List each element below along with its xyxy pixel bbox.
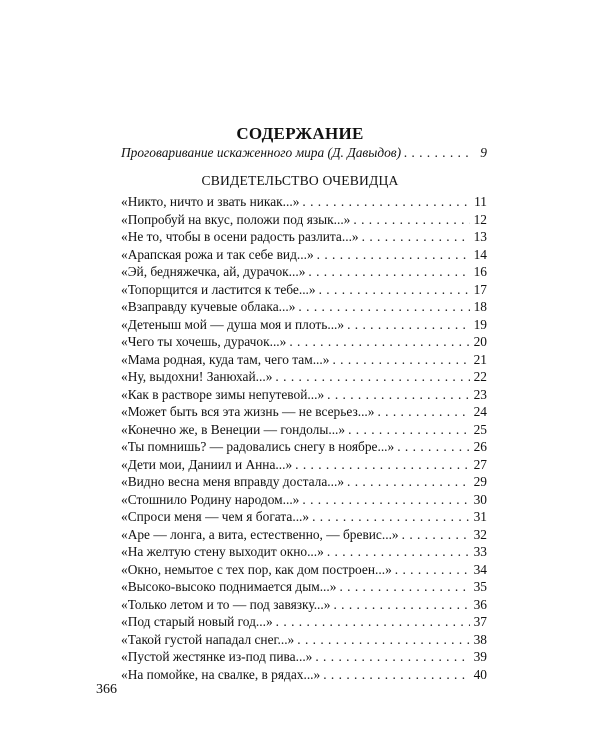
toc-entry-title: «Попробуй на вкус, положи под язык...» (121, 211, 351, 227)
toc-entry-title: «Детеныш мой — душа моя и плоть...» (121, 316, 345, 332)
dot-leader (332, 351, 470, 369)
toc-entry-title: «Аре — лонга, а вита, естественно, — бревис...» (121, 526, 399, 542)
toc-entry (121, 561, 487, 579)
dot-leader (297, 631, 470, 649)
toc-entry-page: 31 (473, 509, 487, 524)
dot-leader (404, 144, 470, 162)
toc-entry (121, 473, 487, 491)
toc-entry-page: 20 (473, 334, 487, 349)
toc-entry-page: 9 (480, 145, 487, 160)
toc-entry-title: «Ты помнишь? — радовались снегу в ноябре...» (121, 439, 395, 454)
toc-entry-title: «На желтую стену выходит окно...» (121, 544, 324, 559)
dot-leader (315, 648, 470, 666)
toc-entry-title: «Конечно же, в Венеции — гондолы...» (121, 421, 346, 437)
toc-entry (121, 211, 487, 229)
toc-entry-page: 24 (473, 404, 487, 419)
toc-entry (121, 368, 487, 386)
toc-entry-title: «Топорщится и ластится к тебе...» (121, 281, 316, 297)
toc-entry-title: «Пустой жестянке из-под пива...» (121, 649, 313, 664)
toc-entry (121, 491, 487, 509)
toc-entry-title: «Арапская рожа и так себе вид...» (121, 246, 314, 262)
dot-leader (348, 421, 470, 439)
toc-entry-page: 36 (473, 596, 487, 612)
toc-entry (121, 456, 487, 474)
toc-entry (121, 631, 487, 649)
toc-entry (121, 333, 487, 351)
toc-entry-page: 11 (474, 194, 487, 209)
toc-entry (121, 596, 487, 614)
toc-entry-page: 14 (473, 246, 487, 262)
toc-entry-title: «Окно, немытое с тех пор, как дом построен...» (121, 561, 392, 577)
toc-entry-page: 26 (473, 439, 487, 454)
toc-entry (121, 281, 487, 299)
toc-entry-title: «Взаправду кучевые облака...» (121, 299, 296, 314)
dot-leader (295, 456, 470, 474)
toc-entry-page: 35 (473, 579, 487, 594)
toc-entry (121, 666, 487, 684)
dot-leader (362, 228, 470, 246)
section-heading: СВИДЕТЕЛЬСТВО ОЧЕВИДЦА (201, 173, 399, 188)
toc-entry (121, 648, 487, 666)
toc-entry-page: 16 (473, 264, 487, 279)
toc-entry-title: «Ну, выдохни! Занюхай...» (121, 369, 273, 384)
toc-entry (121, 613, 487, 631)
toc-entry-title: «Высоко-высоко поднимается дым...» (121, 579, 337, 594)
toc-entry-page: 18 (473, 299, 487, 314)
dot-leader (317, 246, 470, 264)
dot-leader (353, 211, 470, 229)
dot-leader (339, 578, 470, 596)
dot-leader (302, 193, 470, 211)
toc-entry-page: 29 (473, 474, 487, 489)
dot-leader (298, 298, 470, 316)
toc-entry-title: «На помойке, на свалке, в рядах...» (121, 666, 321, 682)
toc-entry-title: «Не то, чтобы в осени радость разлита...» (121, 229, 359, 244)
toc-entry-page: 22 (473, 369, 487, 384)
dot-leader (302, 491, 470, 509)
toc-entry (121, 578, 487, 596)
dot-leader (275, 368, 470, 386)
dot-leader (327, 386, 470, 404)
toc-entry (121, 298, 487, 316)
toc-entry-title: «Спроси меня — чем я богата...» (121, 509, 310, 524)
toc-entry (121, 351, 487, 369)
dot-leader (276, 613, 470, 631)
toc-entry (121, 508, 487, 526)
toc-entry (121, 438, 487, 456)
toc-entry (121, 403, 487, 421)
toc-entry-title: «Может быть вся эта жизнь — не всерьез...» (121, 404, 375, 419)
toc-entry-page: 33 (473, 544, 487, 559)
toc-entry-title: «Мама родная, куда там, чего там...» (121, 351, 330, 367)
dot-leader (397, 438, 470, 456)
toc-entry-page: 21 (473, 351, 487, 367)
toc-entry (121, 193, 487, 211)
toc-entry-page: 27 (473, 456, 487, 472)
dot-leader (333, 596, 470, 614)
toc-entry-page: 38 (473, 631, 487, 647)
toc-entry-title: «Видно весна меня вправду достала...» (121, 474, 345, 489)
toc-entry-title: «Такой густой нападал снег...» (121, 631, 295, 647)
toc-entry (121, 316, 487, 334)
dot-leader (347, 473, 470, 491)
toc-entry-list (121, 193, 487, 683)
dot-leader (289, 333, 470, 351)
dot-leader (308, 263, 470, 281)
dot-leader (402, 526, 470, 544)
dot-leader (327, 543, 470, 561)
dot-leader (323, 666, 470, 684)
toc-entry-page: 25 (473, 421, 487, 437)
toc-entry-page: 34 (473, 561, 487, 577)
toc-entry-page: 23 (473, 386, 487, 402)
page-title: СОДЕРЖАНИЕ (236, 124, 364, 143)
page-number: 366 (96, 682, 117, 697)
toc-entry-preface (121, 144, 487, 162)
toc-entry (121, 228, 487, 246)
toc-entry (121, 263, 487, 281)
toc-entry-title: «Дети мои, Даниил и Анна...» (121, 456, 293, 472)
toc-entry (121, 526, 487, 544)
toc-entry-page: 12 (473, 211, 487, 227)
toc-entry-title: «Эй, бедняжечка, ай, дурачок...» (121, 264, 306, 279)
toc-entry-title: «Как в растворе зимы непутевой...» (121, 386, 325, 402)
toc-entry-page: 13 (473, 229, 487, 244)
toc-entry (121, 421, 487, 439)
toc-entry (121, 246, 487, 264)
toc-entry-page: 17 (473, 281, 487, 297)
toc-entry-page: 37 (473, 614, 487, 629)
dot-leader (377, 403, 470, 421)
toc-entry (121, 543, 487, 561)
toc-entry-page: 32 (473, 526, 487, 542)
toc-entry (121, 386, 487, 404)
toc-entry-title: Проговаривание искаженного мира (Д. Давыдов) (121, 145, 402, 160)
toc-entry-page: 40 (473, 666, 487, 682)
dot-leader (347, 316, 470, 334)
toc-entry-title: «Только летом и то — под завязку...» (121, 596, 331, 612)
dot-leader (319, 281, 470, 299)
toc-entry-page: 30 (473, 491, 487, 507)
toc-entry-title: «Стошнило Родину народом...» (121, 491, 300, 507)
dot-leader (312, 508, 470, 526)
toc-entry-title: «Чего ты хочешь, дурачок...» (121, 334, 287, 349)
toc-entry-title: «Под старый новый год...» (121, 614, 273, 629)
toc-entry-page: 19 (473, 316, 487, 332)
toc-entry-page: 39 (473, 649, 487, 664)
toc-entry-title: «Никто, ничто и звать никак...» (121, 194, 300, 209)
dot-leader (395, 561, 470, 579)
